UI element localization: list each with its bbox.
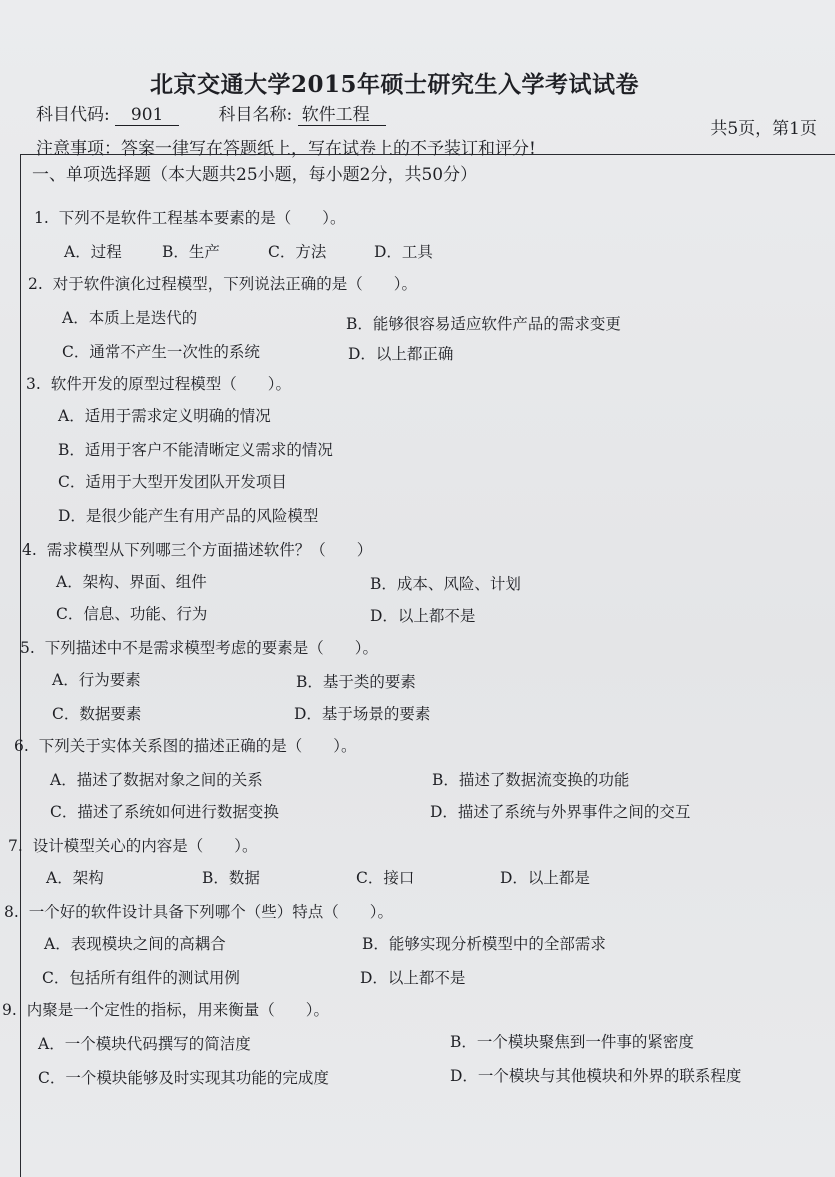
question-7 [8, 834, 258, 856]
exam-notice: 注意事项：答案一律写在答题纸上，写在试卷上的不予装订和评分! [36, 139, 536, 159]
option-1c: C．方法 [268, 243, 327, 261]
question-number: 4. [22, 541, 37, 559]
option-5a: A．行为要素 [52, 671, 141, 689]
option-2c: C．通常不产生一次性的系统 [62, 343, 260, 361]
option-5b: B．基于类的要素 [296, 673, 416, 691]
question-text: 下列关于实体关系图的描述正确的是（ ）。 [38, 737, 357, 755]
question-text: 下列描述中不是需求模型考虑的要素是（ ）。 [44, 639, 379, 657]
page-count: 共5页，第1页 [710, 119, 817, 139]
option-2d: D．以上都正确 [348, 345, 454, 363]
option-4d: D．以上都不是 [370, 607, 476, 625]
question-text: 下列不是软件工程基本要素的是（ ）。 [58, 209, 346, 227]
section-title: 一、单项选择题（本大题共25小题，每小题2分，共50分） [32, 165, 478, 185]
subject-meta [36, 100, 386, 126]
question-4 [22, 538, 372, 560]
option-7a: A．架构 [46, 869, 104, 887]
option-2b: B．能够很容易适应软件产品的需求变更 [346, 315, 621, 333]
subject-name-value: 软件工程 [298, 100, 386, 126]
question-number: 5. [20, 639, 35, 657]
question-number: 6. [14, 737, 29, 755]
option-6b: B．描述了数据流变换的功能 [432, 771, 630, 789]
option-6d: D．描述了系统与外界事件之间的交互 [430, 803, 691, 821]
question-3 [26, 372, 291, 394]
question-2 [28, 272, 417, 294]
option-9b: B．一个模块聚焦到一件事的紧密度 [450, 1033, 694, 1051]
question-number: 1. [34, 209, 49, 227]
exam-title: 北京交通大学2015年硕士研究生入学考试试卷 [150, 71, 640, 98]
option-6a: A．描述了数据对象之间的关系 [50, 771, 263, 789]
option-8b: B．能够实现分析模型中的全部需求 [362, 935, 606, 953]
question-text: 内聚是一个定性的指标，用来衡量（ ）。 [26, 1001, 330, 1019]
subject-name-label: 科目名称: [218, 105, 293, 125]
option-1b: B．生产 [162, 243, 220, 261]
option-7b: B．数据 [202, 869, 260, 887]
question-number: 7. [8, 837, 23, 855]
question-text: 需求模型从下列哪三个方面描述软件？（ ） [46, 541, 373, 559]
option-4c: C．信息、功能、行为 [56, 605, 208, 623]
option-8d: D．以上都不是 [360, 969, 466, 987]
question-text: 软件开发的原型过程模型（ ）。 [50, 375, 292, 393]
option-8a: A．表现模块之间的高耦合 [44, 935, 226, 953]
question-number: 9. [2, 1001, 17, 1019]
question-number: 2. [28, 275, 43, 293]
question-8 [4, 900, 393, 922]
option-3c: C．适用于大型开发团队开发项目 [58, 473, 287, 491]
question-text: 一个好的软件设计具备下列哪个（些）特点（ ）。 [28, 903, 394, 921]
option-7d: D．以上都是 [500, 869, 590, 887]
option-8c: C．包括所有组件的测试用例 [42, 969, 240, 987]
option-9c: C．一个模块能够及时实现其功能的完成度 [38, 1069, 329, 1087]
option-6c: C．描述了系统如何进行数据变换 [50, 803, 279, 821]
option-5c: C．数据要素 [52, 705, 142, 723]
option-5d: D．基于场景的要素 [294, 705, 431, 723]
option-3d: D．是很少能产生有用产品的风险模型 [58, 507, 319, 525]
question-number: 3. [26, 375, 41, 393]
question-1 [34, 206, 346, 228]
option-9a: A．一个模块代码撰写的简洁度 [38, 1035, 251, 1053]
option-1a: A．过程 [64, 243, 122, 261]
question-6 [14, 734, 357, 756]
option-3a: A．适用于需求定义明确的情况 [58, 407, 271, 425]
question-5 [20, 636, 378, 658]
option-4a: A．架构、界面、组件 [56, 573, 207, 591]
question-number: 8. [4, 903, 19, 921]
question-9 [2, 998, 329, 1020]
option-7c: C．接口 [356, 869, 415, 887]
subject-code-label: 科目代码: [36, 105, 110, 125]
subject-code-value: 901 [115, 105, 179, 126]
option-1d: D．工具 [374, 243, 433, 261]
option-3b: B．适用于客户不能清晰定义需求的情况 [58, 441, 333, 459]
option-4b: B．成本、风险、计划 [370, 575, 521, 593]
option-2a: A．本质上是迭代的 [62, 309, 198, 327]
question-text: 对于软件演化过程模型，下列说法正确的是（ ）。 [52, 275, 418, 293]
option-9d: D．一个模块与其他模块和外界的联系程度 [450, 1067, 742, 1085]
question-text: 设计模型关心的内容是（ ）。 [32, 837, 258, 855]
